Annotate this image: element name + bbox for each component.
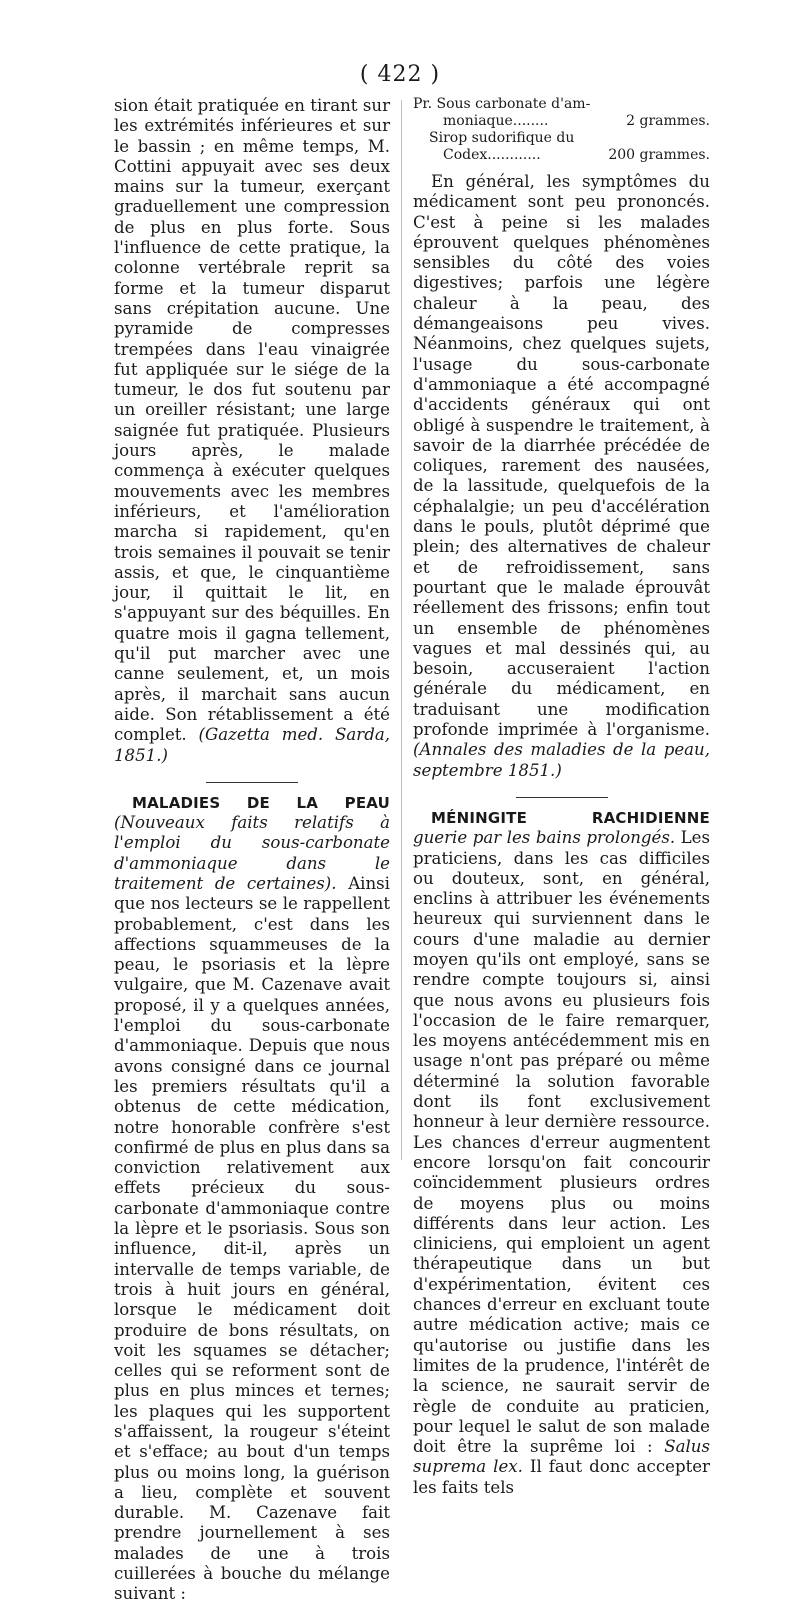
section-maladies-peau xyxy=(114,793,390,1605)
section-rule xyxy=(206,782,298,783)
section-body-tail: Il faut donc accepter les faits tels xyxy=(413,1457,710,1497)
section-subtitle: guerie par les bains prolongés. xyxy=(413,828,676,848)
section-meningite xyxy=(413,808,710,1498)
column-divider xyxy=(401,100,402,1160)
section-subtitle: (Nouveaux faits relatifs à l'emploi du sous-carbonate d'ammoniaque dans le traitement de certaines). xyxy=(114,813,390,893)
paragraph-text: En général, les symptômes du médicament sont peu prononcés. C'est à peine si les malades éprouvent quelques phénomènes sensibles du côté des voies digestives; parfois une légère chaleur à la peau, des démangeaisons peu vives. Néanmoins, chez quelques sujets, l'usage du sous-carbonate d'ammoniaque a été accompagné d'accidents généraux qui ont obligé à suspendre le traitement, à savoir de la diarrhée précédée de coliques, rarement des nausées, de la lassitude, quelquefois de la céphalalgie; un peu d'accélération dans le pouls, plutôt déprimé que plein; des alternatives de chaleur et de refroidissement, sans pourtant que le malade éprouvât réellement des frissons; enfin tout un ensemble de phénomènes vagues et mal dessinés qui, au besoin, accuseraient l'action générale du médicament, en traduisant une modification profonde imprimée à l'organisme. xyxy=(413,172,710,740)
prescription xyxy=(413,96,710,164)
prescription-ingredient: Sous carbonate d'am- xyxy=(436,96,591,112)
right-column xyxy=(413,96,710,1498)
section-body: Ainsi que nos lecteurs se le rappellent probablement, c'est dans les affections squammeuses de la peau, le psoriasis et la lèpre vulgaire, que M. Cazenave avait proposé, il y a quelques années, l'emploi du sous-carbonate d'ammoniaque. Depuis que nous avons consigné dans ce journal les premiers résultats qu'il a obtenus de cette médication, notre honorable confrère s'est confirmé de plus en plus dans sa conviction relativement aux effets précieux du sous-carbonate d'ammoniaque contre la lèpre et le psoriasis. Sous son influence, dit-il, après un intervalle de temps variable, de trois à huit jours en général, lorsque le médicament doit produire de bons résultats, on voit les squames se détacher; celles qui se reforment sont de plus en plus minces et ternes; les plaques qui les supportent s'affaissent, la rougeur s'éteint et s'efface; au bout d'un temps plus ou moins long, la guérison a lieu, complète et souvent durable. M. Cazenave fait prendre journellement à ses malades de une à trois cuillerées à bouche du mélange suivant : xyxy=(114,873,390,1604)
section-rule xyxy=(516,797,608,798)
paragraph-text: sion était pratiquée en tirant sur les extrémités inférieures et sur le bassin ; en même temps, M. Cottini appuyait avec ses deux mains sur la tumeur, exerçant graduellement une compression de plus en plus forte. Sous l'influence de cette pratique, la colonne vertébrale reprit sa forme et la tumeur disparut sans crépitation aucune. Une pyramide de compresses trempées dans l'eau vinaigrée fut appliquée sur le siége de la tumeur, le dos fut soutenu par un oreiller résistant; une large saignée fut pratiquée. Plusieurs jours après, le malade commença à exécuter quelques mouvements avec les membres inférieurs, et l'amélioration marcha si rapidement, qu'en trois semaines il pouvait se tenir assis, et que, le cinquantième jour, il quittait le lit, en s'appuyant sur des béquilles. En quatre mois il gagna tellement, qu'il put marcher avec une canne seulement, et, un mois après, il marchait sans aucun aide. Son rétablissement a été complet. xyxy=(114,96,390,745)
prescription-quantity: 200 grammes. xyxy=(608,147,710,163)
left-column xyxy=(114,96,390,1605)
prescription-line xyxy=(413,113,710,130)
prescription-ingredient: Sirop sudorifique du xyxy=(429,130,575,146)
source-citation: (Annales des maladies de la peau, septembre 1851.) xyxy=(413,740,710,780)
prescription-line xyxy=(413,96,710,113)
prescription-label: Pr. xyxy=(413,96,433,112)
source-citation: (Gazetta med. Sarda, 1851.) xyxy=(114,725,390,765)
paragraph-continued xyxy=(114,96,390,766)
prescription-line xyxy=(413,130,710,147)
latin-maxim: Salus suprema lex. xyxy=(413,1437,711,1477)
section-title: MÉNINGITE RACHIDIENNE xyxy=(431,808,710,827)
section-body: Les praticiens, dans les cas difficiles ou douteux, sont, en général, enclins à attribuer les événements heureux qui surviennent dans le cours d'une maladie au dernier moyen qu'ils ont employé, sans se rendre compte toujours si, ainsi que nous avons eu plusieurs fois l'occasion de le faire remarquer, les moyens antécédemment mis en usage n'ont pas préparé ou même déterminé la solution favorable dont ils font exclusivement honneur à leur dernière ressource. Les chances d'erreur augmentent encore lorsqu'on fait concourir coïncidemment plusieurs ordres de moyens plus ou moins différents dans leur action. Les cliniciens, qui emploient un agent thérapeutique dans un but d'expérimentation, évitent ces chances d'erreur en excluant toute autre médication active; mais ce qu'autorise ou justifie dans les limites de la prudence, l'intérêt de la science, ne saurait servir de règle de conduite au praticien, pour lequel le salut de son malade doit être la suprême loi : xyxy=(413,828,710,1457)
prescription-line xyxy=(413,147,710,164)
page-number: ( 422 ) xyxy=(359,62,441,87)
section-title: MALADIES DE LA PEAU xyxy=(132,793,390,812)
paragraph-symptoms xyxy=(413,172,710,781)
prescription-ingredient: Codex............ xyxy=(443,147,541,163)
prescription-quantity: 2 grammes. xyxy=(626,113,710,129)
prescription-ingredient: moniaque........ xyxy=(443,113,549,129)
